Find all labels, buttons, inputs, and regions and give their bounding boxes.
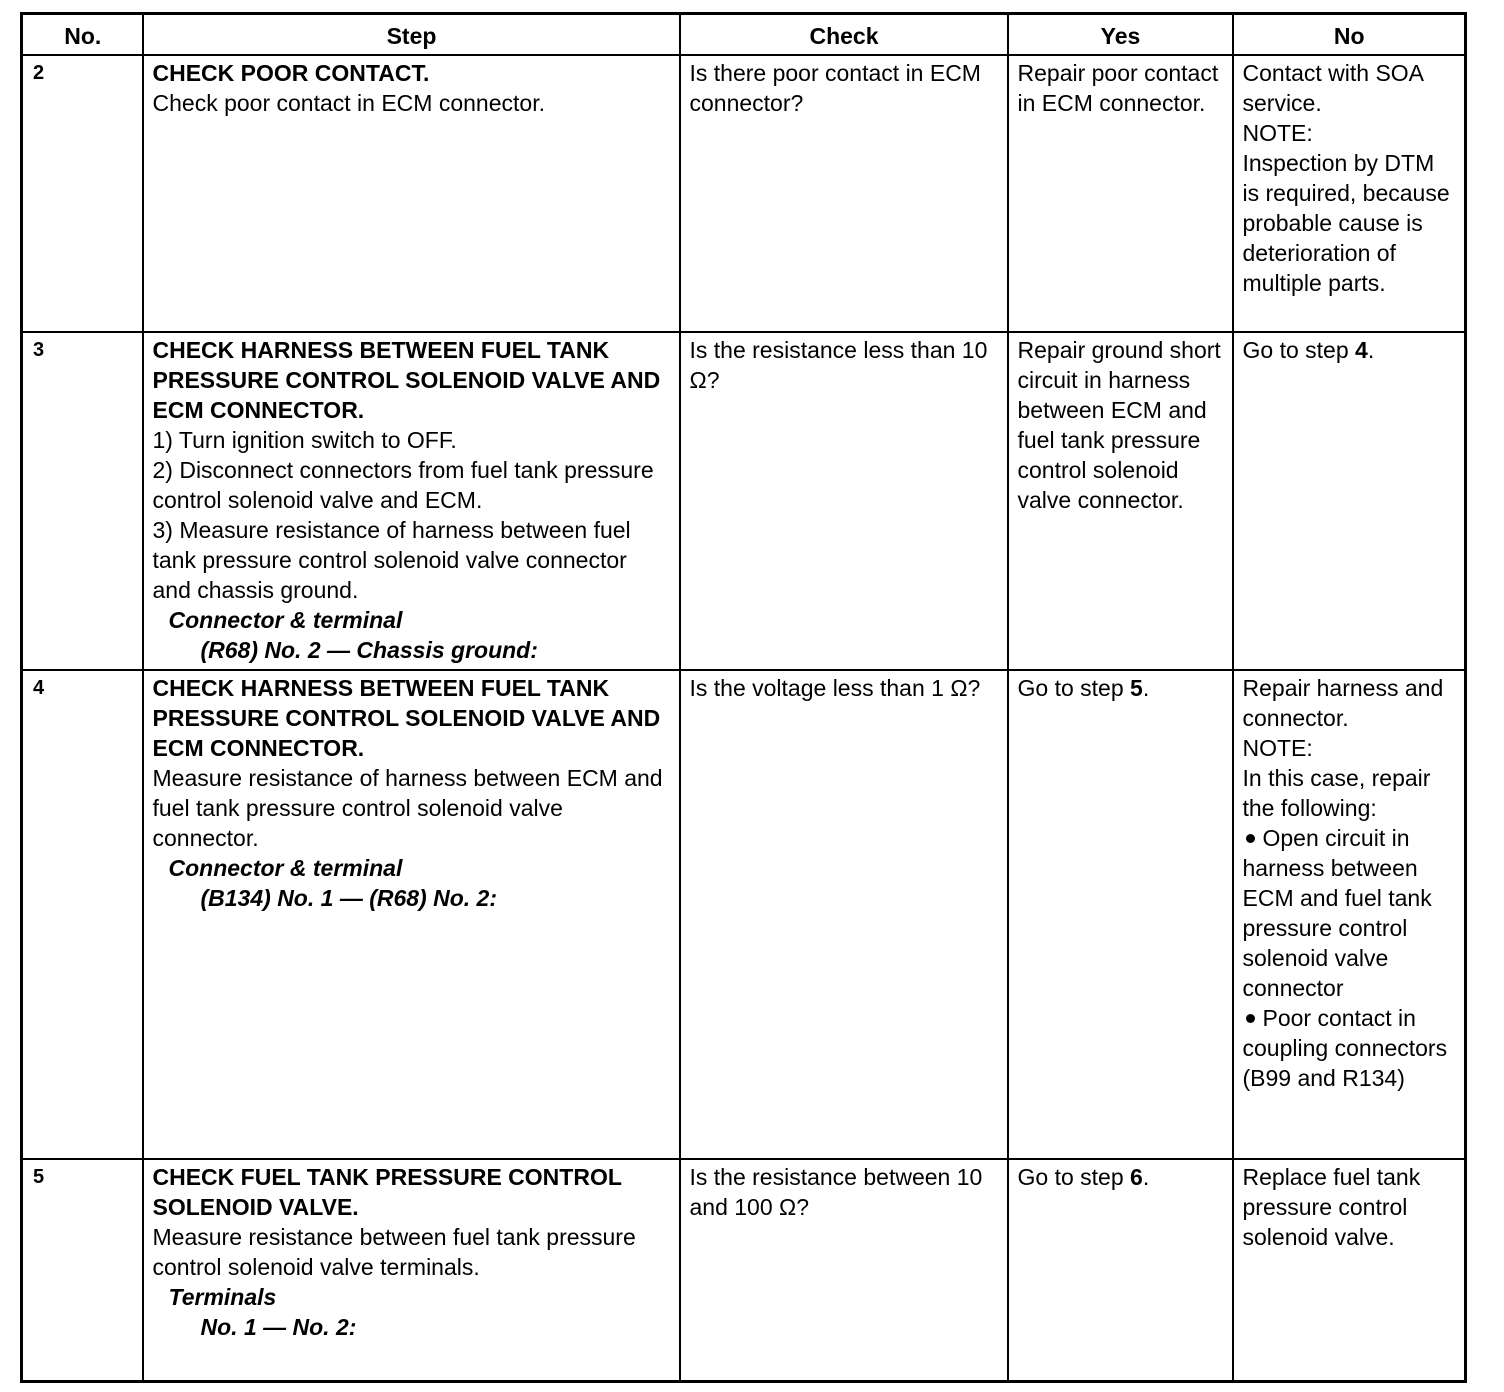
terminals-label: Terminals	[168, 1284, 277, 1310]
no-text: Contact with SOA service.	[1242, 60, 1423, 116]
goto-prefix: Go to step	[1017, 675, 1131, 701]
step-text: Measure resistance between fuel tank pressure control solenoid valve terminals.	[152, 1224, 636, 1280]
step-title: CHECK FUEL TANK PRESSURE CONTROL SOLENOID VALVE.	[152, 1164, 622, 1220]
step-number: 5	[22, 1159, 143, 1381]
note-text: Inspection by DTM is required, because probable cause is deterioration of multiple parts.	[1242, 150, 1450, 296]
goto-suffix: .	[1142, 1164, 1150, 1190]
yes-cell: Repair poor contact in ECM connector.	[1008, 55, 1233, 332]
header-check: Check	[680, 14, 1008, 56]
step-cell	[143, 55, 680, 332]
header-row	[22, 14, 1466, 56]
header-yes: Yes	[1008, 14, 1233, 56]
diagnostic-table	[20, 12, 1467, 1383]
goto-step-number: 4	[1355, 337, 1368, 363]
step-item: 1) Turn ignition switch to OFF.	[152, 427, 457, 453]
connector-terminal-label: Connector & terminal	[168, 607, 403, 633]
goto-suffix: .	[1142, 675, 1150, 701]
step-text: Measure resistance of harness between ECM and fuel tank pressure control solenoid valve connector.	[152, 765, 663, 851]
terminals-value: No. 1 — No. 2:	[200, 1314, 357, 1340]
note-label: NOTE:	[1242, 735, 1313, 761]
check-cell: Is the resistance less than 10 Ω?	[680, 332, 1008, 670]
step-cell	[143, 1159, 680, 1381]
step-item: 2) Disconnect connectors from fuel tank pressure control solenoid valve and ECM.	[152, 457, 654, 513]
list-item	[1243, 1003, 1457, 1093]
connector-terminal-value: (R68) No. 2 — Chassis ground:	[200, 637, 538, 663]
bullet-text: Open circuit in harness between ECM and fuel tank pressure control solenoid valve connector	[1242, 825, 1432, 1001]
goto-step-number: 5	[1130, 675, 1143, 701]
header-no: No.	[22, 14, 143, 56]
bullet-icon	[1246, 1014, 1255, 1023]
step-cell	[143, 332, 680, 670]
step-title: CHECK HARNESS BETWEEN FUEL TANK PRESSURE CONTROL SOLENOID VALVE AND ECM CONNECTOR.	[152, 337, 661, 423]
check-cell: Is there poor contact in ECM connector?	[680, 55, 1008, 332]
table-row-step-2	[22, 55, 1466, 332]
step-item: 3) Measure resistance of harness between fuel tank pressure control solenoid valve connector and chassis ground.	[152, 517, 631, 603]
header-no-result: No	[1233, 14, 1466, 56]
check-cell: Is the resistance between 10 and 100 Ω?	[680, 1159, 1008, 1381]
goto-suffix: .	[1367, 337, 1375, 363]
step-number: 4	[22, 670, 143, 1159]
table-row-step-5	[22, 1159, 1466, 1381]
step-title: CHECK HARNESS BETWEEN FUEL TANK PRESSURE CONTROL SOLENOID VALVE AND ECM CONNECTOR.	[152, 675, 661, 761]
note-text: In this case, repair the following:	[1242, 765, 1431, 821]
note-label: NOTE:	[1242, 120, 1313, 146]
yes-cell	[1008, 1159, 1233, 1381]
step-title: CHECK POOR CONTACT.	[152, 60, 430, 86]
no-text: Repair harness and connector.	[1242, 675, 1444, 731]
no-cell	[1233, 670, 1466, 1159]
check-cell: Is the voltage less than 1 Ω?	[680, 670, 1008, 1159]
step-number: 3	[22, 332, 143, 670]
table-row-step-3	[22, 332, 1466, 670]
yes-cell: Repair ground short circuit in harness between ECM and fuel tank pressure control solenoid valve connector.	[1008, 332, 1233, 670]
bullet-icon	[1246, 834, 1255, 843]
goto-prefix: Go to step	[1242, 337, 1356, 363]
connector-terminal-label: Connector & terminal	[168, 855, 403, 881]
no-cell	[1233, 332, 1466, 670]
no-cell	[1233, 55, 1466, 332]
yes-cell	[1008, 670, 1233, 1159]
goto-prefix: Go to step	[1017, 1164, 1131, 1190]
step-text: Check poor contact in ECM connector.	[152, 90, 545, 116]
list-item	[1243, 823, 1457, 1003]
connector-terminal-value: (B134) No. 1 — (R68) No. 2:	[200, 885, 497, 911]
step-cell	[143, 670, 680, 1159]
header-step: Step	[143, 14, 680, 56]
goto-step-number: 6	[1130, 1164, 1143, 1190]
table-row-step-4	[22, 670, 1466, 1159]
step-number: 2	[22, 55, 143, 332]
no-cell: Replace fuel tank pressure control solenoid valve.	[1233, 1159, 1466, 1381]
bullet-text: Poor contact in coupling connectors (B99 and R134)	[1242, 1005, 1448, 1091]
